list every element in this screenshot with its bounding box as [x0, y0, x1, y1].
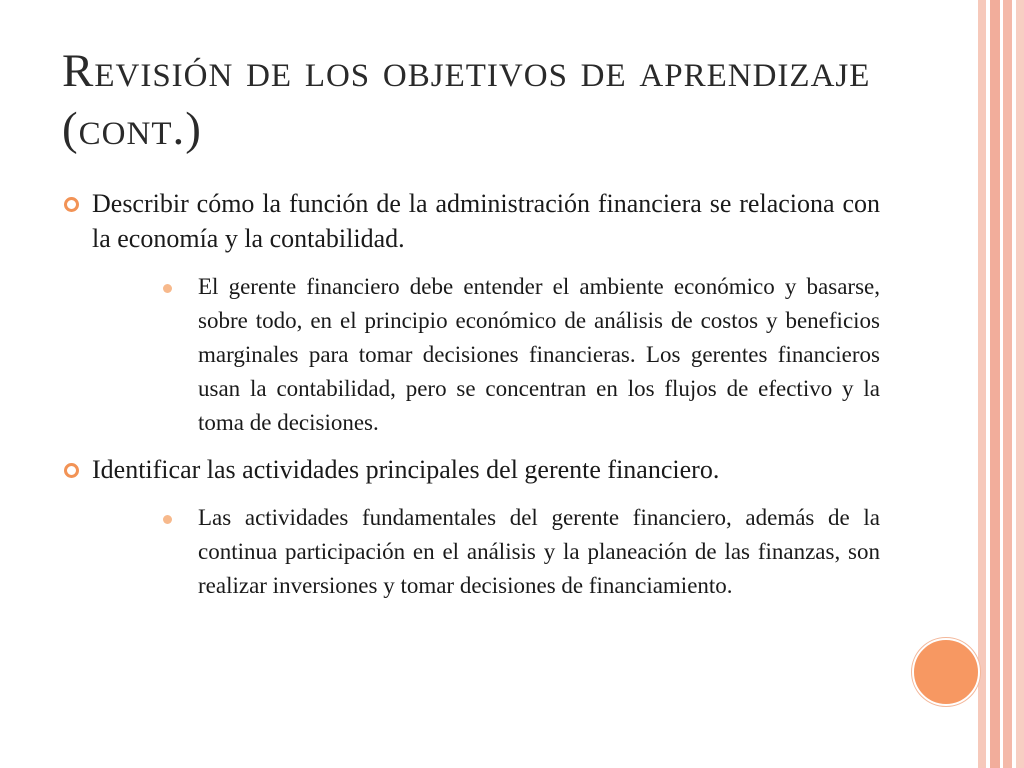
bullet-text: Identificar las actividades principales del gerente financiero.: [92, 455, 720, 484]
decorative-stripe: [1016, 0, 1024, 768]
bullet-text: Describir cómo la función de la administración financiera se relaciona con la economía y la contabilidad.: [92, 189, 880, 253]
sub-bullet-item: [198, 270, 880, 440]
decorative-stripe: [978, 0, 986, 768]
bullet-item: [62, 186, 880, 256]
dot-bullet-icon: [163, 284, 172, 293]
sub-bullet-item: [198, 501, 880, 603]
slide-title: Revisión de los objetivos de aprendizaje (cont.): [62, 45, 871, 155]
ring-bullet-icon: [64, 197, 79, 212]
decorative-stripe: [990, 0, 1000, 768]
sub-bullet-text: Las actividades fundamentales del gerente financiero, además de la continua participación en el análisis y la planeación de las finanzas, son realizar inversiones y tomar decisiones de financiamiento.: [198, 505, 880, 598]
decorative-circle: [912, 638, 980, 706]
sub-bullet-text: El gerente financiero debe entender el ambiente económico y basarse, sobre todo, en el principio económico de análisis de costos y beneficios marginales para tomar decisiones financieras. Los gerentes financieros usan la contabilidad, pero se concentran en los flujos de efectivo y la toma de decisiones.: [198, 274, 880, 435]
slide-body: [62, 186, 880, 615]
bullet-item: [62, 452, 880, 487]
ring-bullet-icon: [64, 463, 79, 478]
dot-bullet-icon: [163, 515, 172, 524]
decorative-stripe: [1003, 0, 1012, 768]
